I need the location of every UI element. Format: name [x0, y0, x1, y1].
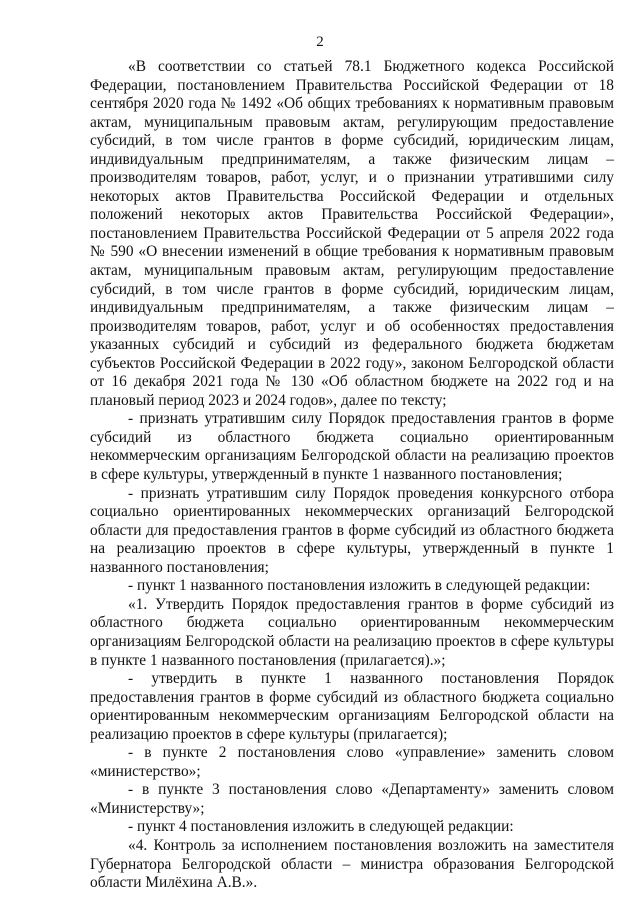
paragraph-item: - в пункте 2 постановления слово «управление» заменить словом «министерство»; [90, 744, 614, 780]
page-number: 2 [316, 34, 324, 50]
paragraph-item: - признать утратившим силу Порядок предоставления грантов в форме субсидий из областного бюджета социально ориентированным некоммерческим организациям Белгородской области на реализацию проектов в сфере культуры, утвержденный в пункте 1 названного постановления; [90, 410, 614, 484]
paragraph-item: - признать утратившим силу Порядок проведения конкурсного отбора социально ориентированных некоммерческих организаций Белгородской области для предоставления грантов в форме субсидий из областного бюджета на реализацию проектов в сфере культуры, утвержденный в пункте 1 названного постановления; [90, 484, 614, 576]
document-body [90, 58, 614, 893]
paragraph-item: - пункт 1 названного постановления изложить в следующей редакции: [128, 577, 591, 595]
paragraph-item: - в пункте 3 постановления слово «Департаменту» заменить словом «Министерству»; [90, 781, 614, 817]
paragraph-item: - пункт 4 постановления изложить в следующей редакции: [128, 818, 514, 836]
paragraph-preamble: «В соответствии со статьей 78.1 Бюджетного кодекса Российской Федерации, постановлением Правительства Российской Федерации от 18 сентября 2020 года № 1492 «Об общих требованиях к нормативным правовым актам, муниципальным правовым актам, регулирующим предоставление субсидий, в том числе грантов в форме субсидий, юридическим лицам, индивидуальным предпринимателям, а также физическим лицам – производителям товаров, работ, услуг, и о признании утратившими силу некоторых актов Правительства Российской Федерации и отдельных положений некоторых актов Правительства Российской Федерации», постановлением Правительства Российской Федерации от 5 апреля 2022 года № 590 «О внесении изменений в общие требования к нормативным правовым актам, муниципальным правовым актам, регулирующим предоставление субсидий, в том числе грантов в форме субсидий, юридическим лицам, индивидуальным предпринимателям, а также физическим лицам – производителям товаров, работ, услуг и об особенностях предоставления указанных субсидий и субсидий из федерального бюджета бюджетам субъектов Российской Федерации в 2022 году», законом Белгородской области от 16 декабря 2021 года № 130 «Об областном бюджете на 2022 год и на плановый период 2023 и 2024 годов», далее по тексту; [90, 58, 614, 409]
paragraph-item: - утвердить в пункте 1 названного постановления Порядок предоставления грантов в форме субсидий из областного бюджета социально ориентированным некоммерческим организациям Белгородской области на реализацию проектов в сфере культуры (прилагается); [90, 670, 614, 743]
paragraph-item: «1. Утвердить Порядок предоставления грантов в форме субсидий из областного бюджета социально ориентированным некоммерческим организациям Белгородской области на реализацию проектов в сфере культуры в пункте 1 названного постановления (прилагается).»; [90, 595, 614, 669]
paragraph-item: «4. Контроль за исполнением постановления возложить на заместителя Губернатора Белгородской области – министра образования Белгородской области Милёхина А.В.». [90, 836, 614, 892]
